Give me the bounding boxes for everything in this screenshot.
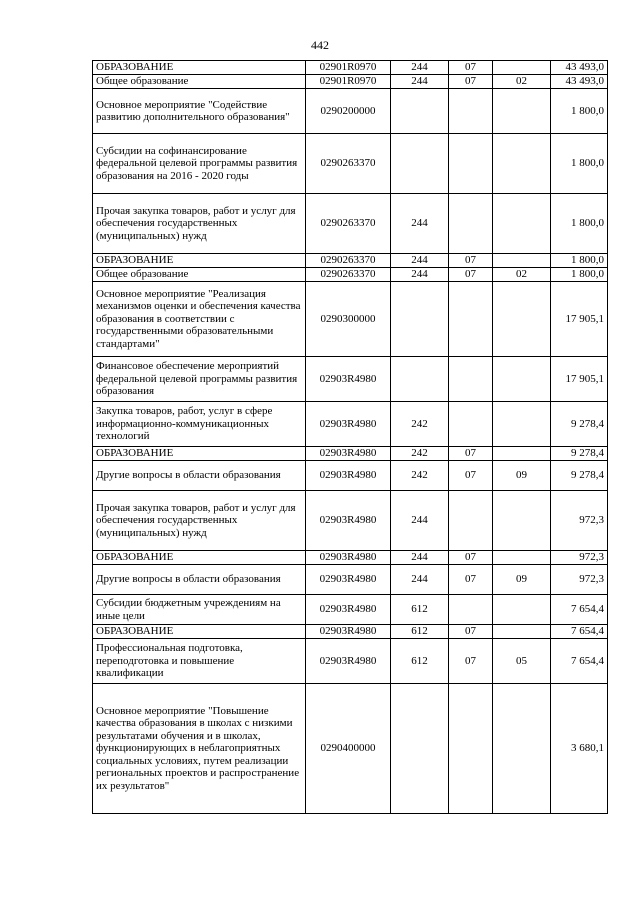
row-type: 242 bbox=[391, 461, 449, 491]
row-type bbox=[391, 357, 449, 402]
row-subsection bbox=[493, 491, 551, 551]
row-name: Другие вопросы в области образования bbox=[93, 461, 306, 491]
row-subsection bbox=[493, 402, 551, 447]
budget-table bbox=[92, 60, 608, 814]
row-code: 0290263370 bbox=[306, 254, 391, 268]
row-section: 07 bbox=[449, 565, 493, 595]
table-row bbox=[93, 357, 608, 402]
row-type: 244 bbox=[391, 551, 449, 565]
row-section: 07 bbox=[449, 551, 493, 565]
row-type: 244 bbox=[391, 254, 449, 268]
row-section bbox=[449, 402, 493, 447]
row-code: 0290263370 bbox=[306, 134, 391, 194]
row-code: 02903R4980 bbox=[306, 639, 391, 684]
table-row bbox=[93, 625, 608, 639]
row-sum: 43 493,0 bbox=[551, 75, 608, 89]
row-section bbox=[449, 194, 493, 254]
row-code: 0290263370 bbox=[306, 194, 391, 254]
row-code: 02903R4980 bbox=[306, 491, 391, 551]
row-subsection bbox=[493, 282, 551, 357]
row-code: 02903R4980 bbox=[306, 402, 391, 447]
table-row bbox=[93, 134, 608, 194]
row-subsection bbox=[493, 595, 551, 625]
row-section bbox=[449, 134, 493, 194]
row-subsection: 02 bbox=[493, 268, 551, 282]
row-subsection: 05 bbox=[493, 639, 551, 684]
row-sum: 972,3 bbox=[551, 565, 608, 595]
row-type: 244 bbox=[391, 61, 449, 75]
row-section: 07 bbox=[449, 461, 493, 491]
row-section bbox=[449, 491, 493, 551]
row-subsection bbox=[493, 194, 551, 254]
table-row bbox=[93, 89, 608, 134]
row-type: 612 bbox=[391, 625, 449, 639]
row-type: 244 bbox=[391, 268, 449, 282]
row-type: 244 bbox=[391, 565, 449, 595]
row-sum: 3 680,1 bbox=[551, 684, 608, 814]
row-name: Общее образование bbox=[93, 75, 306, 89]
row-name: ОБРАЗОВАНИЕ bbox=[93, 447, 306, 461]
row-name: Прочая закупка товаров, работ и услуг для обеспечения государственных (муниципальных) нужд bbox=[93, 491, 306, 551]
row-code: 02903R4980 bbox=[306, 551, 391, 565]
row-subsection bbox=[493, 625, 551, 639]
row-section: 07 bbox=[449, 61, 493, 75]
row-type bbox=[391, 282, 449, 357]
row-section: 07 bbox=[449, 625, 493, 639]
page-number: 442 bbox=[311, 38, 329, 52]
row-name: Другие вопросы в области образования bbox=[93, 565, 306, 595]
row-section: 07 bbox=[449, 639, 493, 684]
row-sum: 1 800,0 bbox=[551, 268, 608, 282]
row-code: 02903R4980 bbox=[306, 447, 391, 461]
row-code: 02901R0970 bbox=[306, 75, 391, 89]
table-row bbox=[93, 194, 608, 254]
row-sum: 972,3 bbox=[551, 551, 608, 565]
row-name: Основное мероприятие "Повышение качества образования в школах с низкими результатами обучения и в школах, функционирующих в неблагоприятных социальных условиях, путем реализации региональных проектов и распространение их результатов" bbox=[93, 684, 306, 814]
row-type: 242 bbox=[391, 402, 449, 447]
row-name: ОБРАЗОВАНИЕ bbox=[93, 61, 306, 75]
row-subsection bbox=[493, 357, 551, 402]
row-sum: 972,3 bbox=[551, 491, 608, 551]
row-sum: 9 278,4 bbox=[551, 402, 608, 447]
row-subsection bbox=[493, 61, 551, 75]
row-sum: 7 654,4 bbox=[551, 639, 608, 684]
row-code: 02903R4980 bbox=[306, 461, 391, 491]
row-section bbox=[449, 684, 493, 814]
row-type bbox=[391, 89, 449, 134]
row-name: Профессиональная подготовка, переподготовка и повышение квалификации bbox=[93, 639, 306, 684]
row-sum: 1 800,0 bbox=[551, 89, 608, 134]
row-code: 0290200000 bbox=[306, 89, 391, 134]
row-name: Субсидии бюджетным учреждениям на иные цели bbox=[93, 595, 306, 625]
table-row bbox=[93, 461, 608, 491]
table-row bbox=[93, 75, 608, 89]
row-type bbox=[391, 134, 449, 194]
row-subsection bbox=[493, 447, 551, 461]
row-sum: 1 800,0 bbox=[551, 134, 608, 194]
row-subsection: 09 bbox=[493, 461, 551, 491]
table-row bbox=[93, 491, 608, 551]
row-code: 02903R4980 bbox=[306, 625, 391, 639]
row-code: 02903R4980 bbox=[306, 357, 391, 402]
table-row bbox=[93, 684, 608, 814]
row-sum: 7 654,4 bbox=[551, 625, 608, 639]
row-sum: 43 493,0 bbox=[551, 61, 608, 75]
row-subsection bbox=[493, 684, 551, 814]
row-name: Закупка товаров, работ, услуг в сфере информационно-коммуникационных технологий bbox=[93, 402, 306, 447]
table-row bbox=[93, 447, 608, 461]
row-subsection bbox=[493, 134, 551, 194]
row-section bbox=[449, 282, 493, 357]
row-sum: 9 278,4 bbox=[551, 447, 608, 461]
row-section: 07 bbox=[449, 254, 493, 268]
row-sum: 17 905,1 bbox=[551, 282, 608, 357]
row-section: 07 bbox=[449, 447, 493, 461]
row-name: ОБРАЗОВАНИЕ bbox=[93, 254, 306, 268]
row-type: 612 bbox=[391, 639, 449, 684]
table-row bbox=[93, 565, 608, 595]
row-subsection bbox=[493, 89, 551, 134]
table-row bbox=[93, 639, 608, 684]
row-section bbox=[449, 89, 493, 134]
table-row bbox=[93, 282, 608, 357]
row-name: Общее образование bbox=[93, 268, 306, 282]
row-sum: 1 800,0 bbox=[551, 194, 608, 254]
row-section: 07 bbox=[449, 268, 493, 282]
row-sum: 1 800,0 bbox=[551, 254, 608, 268]
row-type: 244 bbox=[391, 491, 449, 551]
row-code: 02901R0970 bbox=[306, 61, 391, 75]
table-row bbox=[93, 268, 608, 282]
row-sum: 17 905,1 bbox=[551, 357, 608, 402]
row-name: Прочая закупка товаров, работ и услуг для обеспечения государственных (муниципальных) нужд bbox=[93, 194, 306, 254]
row-code: 02903R4980 bbox=[306, 595, 391, 625]
table-row bbox=[93, 551, 608, 565]
row-type: 242 bbox=[391, 447, 449, 461]
row-section: 07 bbox=[449, 75, 493, 89]
table-row bbox=[93, 402, 608, 447]
table-row bbox=[93, 254, 608, 268]
row-code: 0290300000 bbox=[306, 282, 391, 357]
row-subsection bbox=[493, 254, 551, 268]
budget-table-body bbox=[93, 61, 608, 814]
row-subsection bbox=[493, 551, 551, 565]
row-type bbox=[391, 684, 449, 814]
row-type: 244 bbox=[391, 194, 449, 254]
table-row bbox=[93, 61, 608, 75]
row-type: 612 bbox=[391, 595, 449, 625]
row-code: 02903R4980 bbox=[306, 565, 391, 595]
row-name: Основное мероприятие "Содействие развитию дополнительного образования" bbox=[93, 89, 306, 134]
row-code: 0290263370 bbox=[306, 268, 391, 282]
row-section bbox=[449, 357, 493, 402]
row-subsection: 02 bbox=[493, 75, 551, 89]
row-name: Основное мероприятие "Реализация механизмов оценки и обеспечения качества образования в соответствии с государственными образовательными стандартами" bbox=[93, 282, 306, 357]
row-sum: 9 278,4 bbox=[551, 461, 608, 491]
row-section bbox=[449, 595, 493, 625]
row-sum: 7 654,4 bbox=[551, 595, 608, 625]
row-subsection: 09 bbox=[493, 565, 551, 595]
row-code: 0290400000 bbox=[306, 684, 391, 814]
row-name: Финансовое обеспечение мероприятий федеральной целевой программы развития образования bbox=[93, 357, 306, 402]
row-name: ОБРАЗОВАНИЕ bbox=[93, 551, 306, 565]
table-row bbox=[93, 595, 608, 625]
row-name: ОБРАЗОВАНИЕ bbox=[93, 625, 306, 639]
row-type: 244 bbox=[391, 75, 449, 89]
row-name: Субсидии на софинансирование федеральной целевой программы развития образования на 2016 - 2020 годы bbox=[93, 134, 306, 194]
